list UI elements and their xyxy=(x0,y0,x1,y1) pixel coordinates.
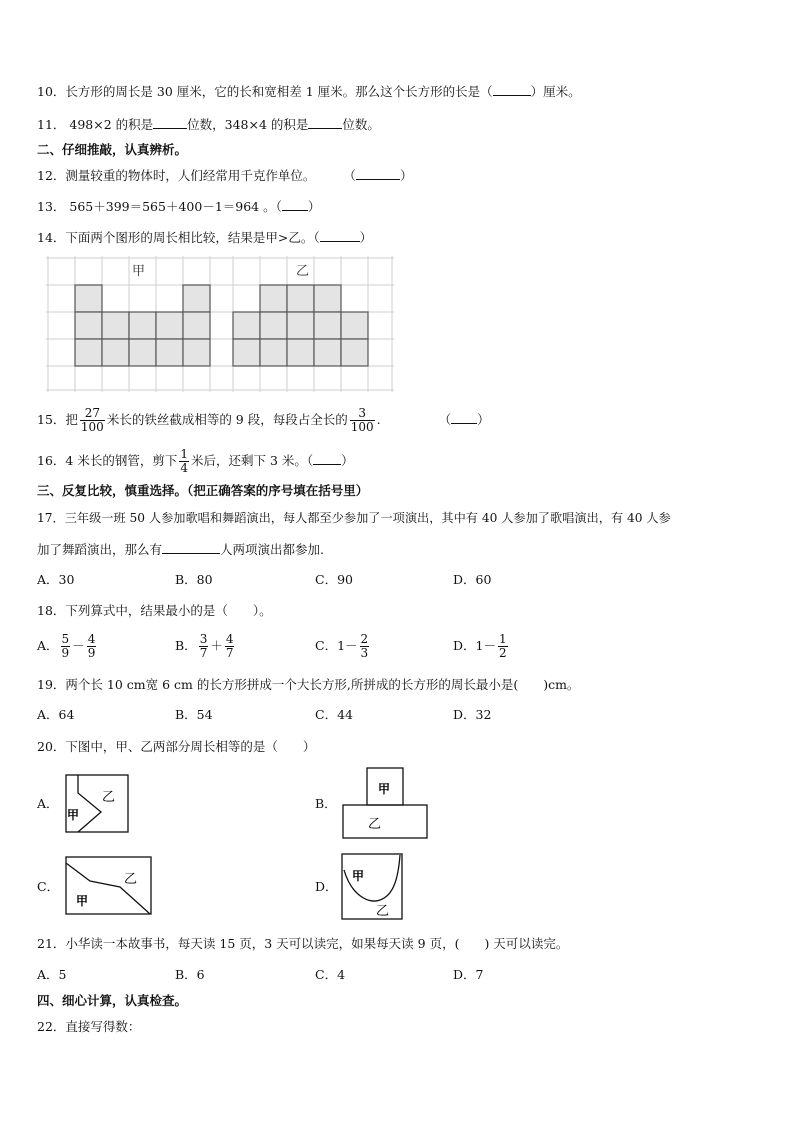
option-a[interactable]: A．30 xyxy=(37,572,75,587)
question-11: 11． 498×2 的积是 位数，348×4 的积是 位数。 xyxy=(37,117,380,132)
section-4-heading: 四、细心计算，认真检查。 xyxy=(37,993,188,1008)
option-a[interactable]: A．5 xyxy=(37,967,67,982)
question-15: 15．把 $\frac{27}{100}$ 米长的铁丝截成相等的 9 段，每段占全长的 $\frac{3}{100}$ . （ ） xyxy=(37,406,490,434)
question-17-line-2: 加了舞蹈演出，那么有 人两项演出都参加. xyxy=(37,542,324,557)
shape-yi xyxy=(233,285,368,366)
option-b[interactable]: B． xyxy=(315,796,337,811)
label-jia: 甲 xyxy=(132,264,146,279)
option-c[interactable]: C．90 xyxy=(315,572,353,587)
figure-d[interactable] xyxy=(340,852,404,922)
shape-jia xyxy=(75,285,210,366)
answer-blank[interactable] xyxy=(162,541,220,554)
question-19: 19．两个长 10 cm宽 6 cm 的长方形拼成一个大长方形,所拼成的长方形的周长最小是( )cm。 xyxy=(37,677,580,692)
question-16: 16．4 米长的钢管，剪下 $\frac{1}{4}$ 米后，还剩下 3 米。（ ） xyxy=(37,447,354,475)
option-c[interactable]: C． xyxy=(37,879,60,894)
question-18: 18．下列算式中，结果最小的是（ ）。 xyxy=(37,603,272,618)
option-a[interactable]: A．64 xyxy=(37,707,75,722)
question-14: 14．下面两个图形的周长相比较，结果是甲>乙。（ ） xyxy=(37,230,373,245)
option-b[interactable]: B．80 xyxy=(175,572,213,587)
svg-text:乙: 乙 xyxy=(368,817,382,832)
figure-a[interactable] xyxy=(64,773,132,835)
option-b[interactable]: B． $\frac{3}{7}$ ＋ $\frac{4}{7}$ xyxy=(175,632,234,660)
svg-text:乙: 乙 xyxy=(376,904,390,919)
fraction: $\frac{3}{100}$ xyxy=(350,406,374,434)
answer-blank[interactable] xyxy=(320,229,360,242)
question-20: 20．下图中，甲、乙两部分周长相等的是（ ） xyxy=(37,739,316,754)
option-d[interactable]: D．1－ $\frac{1}{2}$ xyxy=(453,632,507,660)
question-17-line-1: 17．三年级一班 50 人参加歌唱和舞蹈演出，每人都至少参加了一项演出，其中有 40 人参加了歌唱演出，有 40 人参 xyxy=(37,511,671,525)
fraction: $\frac{1}{4}$ xyxy=(180,447,188,475)
option-a[interactable]: A． xyxy=(37,796,59,811)
question-13: 13． 565＋399＝565＋400－1＝964 。（ ） xyxy=(37,199,321,214)
question-10: 10．长方形的周长是 30 厘米，它的长和宽相差 1 厘米。那么这个长方形的长是（ ）厘米。 xyxy=(37,84,581,99)
answer-blank[interactable] xyxy=(493,83,531,96)
option-d[interactable]: D．32 xyxy=(453,707,492,722)
answer-blank[interactable] xyxy=(313,452,341,465)
answer-blank[interactable] xyxy=(356,167,400,180)
question-12: 12．测量较重的物体时，人们经常用千克作单位。 （ ） xyxy=(37,168,413,183)
option-d[interactable]: D． xyxy=(315,879,338,894)
figure-c[interactable] xyxy=(64,855,154,917)
option-d[interactable]: D．7 xyxy=(453,967,484,982)
option-b[interactable]: B．54 xyxy=(175,707,213,722)
perimeter-grid-figure xyxy=(44,254,396,394)
answer-blank[interactable] xyxy=(153,116,187,129)
option-d[interactable]: D．60 xyxy=(453,572,492,587)
section-3-heading: 三、反复比较，慎重选择。（把正确答案的序号填在括号里） xyxy=(37,483,369,498)
section-2-heading: 二、仔细推敲，认真辨析。 xyxy=(37,142,188,157)
svg-text:乙: 乙 xyxy=(102,790,116,805)
option-c[interactable]: C．4 xyxy=(315,967,346,982)
option-c[interactable]: C．1－ $\frac{2}{3}$ xyxy=(315,632,369,660)
svg-text:甲: 甲 xyxy=(76,894,89,908)
option-a[interactable]: A． $\frac{5}{9}$ － $\frac{4}{9}$ xyxy=(37,632,96,660)
answer-blank[interactable] xyxy=(282,198,308,211)
option-b[interactable]: B．6 xyxy=(175,967,205,982)
fraction: $\frac{27}{100}$ xyxy=(80,406,104,434)
option-c[interactable]: C．44 xyxy=(315,707,353,722)
question-21: 21．小华读一本故事书，每天读 15 页，3 天可以读完，如果每天读 9 页，( ) 天可以读完。 xyxy=(37,936,569,951)
svg-text:甲: 甲 xyxy=(67,808,80,822)
svg-text:甲: 甲 xyxy=(352,869,365,883)
svg-text:乙: 乙 xyxy=(124,872,138,887)
label-yi: 乙 xyxy=(296,264,310,279)
answer-blank[interactable] xyxy=(308,116,342,129)
answer-blank[interactable] xyxy=(451,411,477,424)
svg-text:甲: 甲 xyxy=(378,782,391,796)
question-22: 22．直接写得数： xyxy=(37,1019,141,1034)
figure-b[interactable] xyxy=(340,766,430,842)
